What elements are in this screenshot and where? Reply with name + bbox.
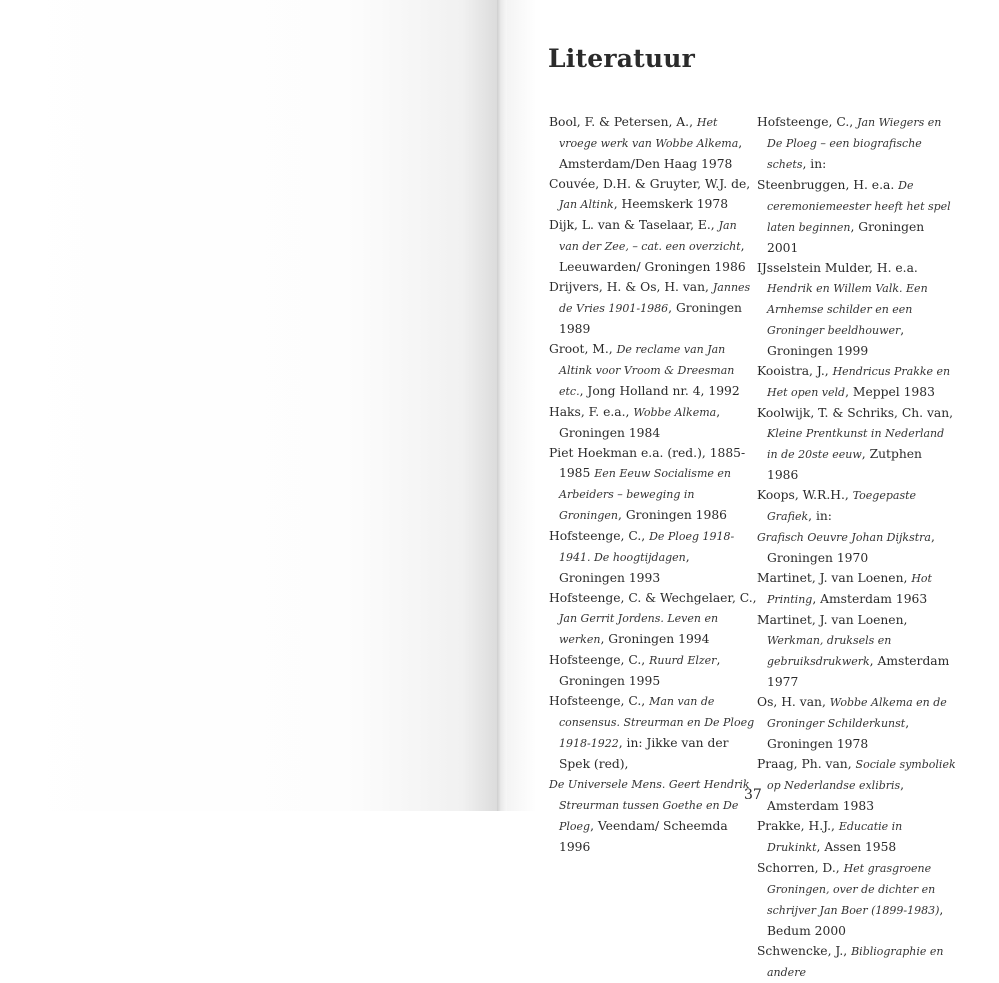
entry-title: De reclame van Jan Altink voor Vroom & Dreesman etc. [559, 343, 735, 398]
entry-publication: , Meppel 1983 [845, 385, 935, 399]
entry-publication: , Veendam/ Scheemda 1996 [559, 819, 728, 854]
entry-author: Schorren, D., [757, 861, 844, 875]
entry-author: Couvée, D.H. & Gruyter, W.J. de, [549, 177, 751, 191]
entry-author: Dijk, L. van & Taselaar, E., [549, 218, 719, 232]
entry-publication: , Groningen 1994 [600, 632, 710, 646]
entry-publication: , Groningen 1999 [767, 323, 905, 358]
entry-publication: , Groningen 1986 [618, 508, 727, 522]
book-gutter [497, 0, 507, 811]
entry-title: Jan Gerrit Jordens. Leven en werken [559, 612, 719, 646]
entry-author: Kooistra, J., [757, 364, 833, 378]
entry-author: Haks, F. e.a., [549, 405, 634, 419]
entry-title: Een Eeuw Socialisme en Arbeiders – beweging in Groningen [559, 467, 731, 522]
entry-title: Jan Wiegers en De Ploeg – een biografische schets [767, 116, 942, 171]
entry-publication: , Groningen 2001 [767, 220, 925, 255]
entry-title: Wobbe Alkema en de Groninger Schilderkunst [767, 696, 947, 730]
entry-title: Jan Altink [559, 198, 614, 211]
bibliography-entry [549, 402, 759, 443]
entry-publication: , Amsterdam 1963 [812, 592, 928, 606]
entry-publication: , Heemskerk 1978 [613, 197, 729, 211]
bibliography-entry [757, 816, 957, 858]
bibliography-entry [757, 361, 957, 403]
entry-title: De ceremoniemeester heeft het spel laten beginnen [767, 179, 951, 234]
entry-title: Ruurd Elzer [649, 654, 717, 667]
entry-publication: , Amsterdam/Den Haag 1978 [559, 136, 743, 171]
page-number: 37 [744, 787, 762, 803]
bibliography-entry [549, 774, 759, 857]
entry-publication: , in: [808, 509, 832, 523]
bibliography-entry [757, 485, 957, 527]
bibliography-entry [549, 526, 759, 588]
entry-author: Piet Hoekman e.a. (red.), 1885-1985 [549, 446, 746, 480]
bibliography-entry [757, 754, 957, 816]
entry-title: De Universele Mens. Geert Hendrik Streurman tussen Goethe en De Ploeg [549, 778, 750, 833]
entry-publication: , Amsterdam 1977 [767, 654, 950, 689]
entry-title: Educatie in Drukinkt [767, 820, 903, 854]
entry-publication: , Jong Holland nr. 4, 1992 [579, 384, 740, 398]
left-page-blank [0, 0, 497, 811]
bibliography-entry [549, 277, 759, 339]
entry-author: Bool, F. & Petersen, A., [549, 115, 697, 129]
bibliography-entry [549, 174, 759, 215]
entry-author: Koops, W.R.H., [757, 488, 853, 502]
entry-title: Grafisch Oeuvre Johan Dijkstra [757, 531, 931, 544]
bibliography-entry [549, 112, 759, 174]
entry-author: Os, H. van, [757, 695, 830, 709]
entry-publication: , Groningen 1970 [767, 530, 935, 565]
entry-author: Prakke, H.J., [757, 819, 839, 833]
page-title: Literatuur [548, 44, 695, 73]
entry-title: Kleine Prentkunst in Nederland in de 20ste eeuw [767, 427, 945, 461]
entry-author: Hofsteenge, C., [549, 694, 650, 708]
entry-title: De Ploeg 1918-1941. De hoogtijdagen [559, 530, 735, 564]
entry-publication: , in: [802, 157, 827, 171]
entry-author: Praag, Ph. van, [757, 757, 856, 771]
bibliography-entry [757, 112, 957, 175]
entry-title: Werkman, druksels en gebruiksdrukwerk [767, 634, 892, 668]
entry-author: Hofsteenge, C., [549, 529, 650, 543]
entry-title: Toegepaste Grafiek [767, 489, 917, 523]
entry-title: Man van de consensus. Streurman en De Ploeg 1918-1922 [559, 695, 755, 750]
bibliography-entry [757, 941, 957, 983]
bibliography-entry [757, 568, 957, 610]
bibliography-entry [549, 443, 759, 526]
entry-title: Het grasgroene Groningen, over de dichter en schrijver Jan Boer (1899-1983) [767, 862, 940, 917]
bibliography-entry [757, 858, 957, 941]
bibliography-entry [549, 215, 759, 277]
entry-title: Het vroege werk van Wobbe Alkema [559, 116, 739, 150]
entry-title: Hot Printing [767, 572, 932, 606]
bibliography-entry [757, 403, 957, 485]
bibliography-column-right [757, 112, 957, 983]
entry-publication: , Groningen 1989 [559, 301, 742, 336]
bibliography-entry [757, 527, 957, 568]
entry-title: Jannes de Vries 1901-1986 [559, 281, 751, 315]
bibliography-entry [757, 692, 957, 754]
bibliography-entry [549, 339, 759, 402]
entry-publication: , Groningen 1993 [559, 550, 690, 585]
entry-publication: , Leeuwarden/ Groningen 1986 [559, 239, 746, 274]
entry-author: Koolwijk, T. & Schriks, Ch. van, [757, 406, 954, 420]
entry-title: Jan van der Zee, – cat. een overzicht [559, 219, 741, 253]
entry-publication: , Assen 1958 [816, 840, 897, 854]
entry-author: Hofsteenge, C., [757, 115, 858, 129]
entry-publication: , Bedum 2000 [767, 903, 944, 938]
bibliography-entry [757, 258, 957, 361]
entry-title: Hendrik en Willem Valk. Een Arnhemse schilder en een Groninger beeldhouwer [767, 282, 928, 337]
bibliography-entry [549, 650, 759, 691]
entry-author: Drijvers, H. & Os, H. van, [549, 280, 713, 294]
entry-title: Bibliographie en andere [767, 945, 944, 979]
entry-author: Martinet, J. van Loenen, [757, 613, 908, 627]
entry-publication: , in: Jikke van der Spek (red), [559, 736, 729, 771]
entry-publication: , Groningen 1995 [559, 653, 721, 688]
bibliography-entry [757, 610, 957, 692]
entry-title: Wobbe Alkema [633, 406, 717, 419]
entry-author: Hofsteenge, C. & Wechgelaer, C., [549, 591, 757, 605]
bibliography-entry [757, 175, 957, 258]
entry-publication: , Groningen 1984 [559, 405, 721, 440]
entry-author: Groot, M., [549, 342, 617, 356]
entry-publication: , Groningen 1978 [767, 716, 910, 751]
entry-author: Steenbruggen, H. e.a. [757, 178, 899, 192]
entry-author: IJsselstein Mulder, H. e.a. [757, 261, 918, 275]
entry-author: Martinet, J. van Loenen, [757, 571, 912, 585]
entry-title: Hendricus Prakke en Het open veld [767, 365, 951, 399]
entry-title: Sociale symboliek op Nederlandse exlibris [767, 758, 956, 792]
entry-author: Schwencke, J., [757, 944, 852, 958]
entry-publication: , Amsterdam 1983 [767, 778, 905, 813]
entry-author: Hofsteenge, C., [549, 653, 650, 667]
entry-publication: , Zutphen 1986 [767, 447, 922, 482]
bibliography-entry [549, 588, 759, 650]
bibliography-column-left [549, 112, 759, 857]
bibliography-entry [549, 691, 759, 774]
